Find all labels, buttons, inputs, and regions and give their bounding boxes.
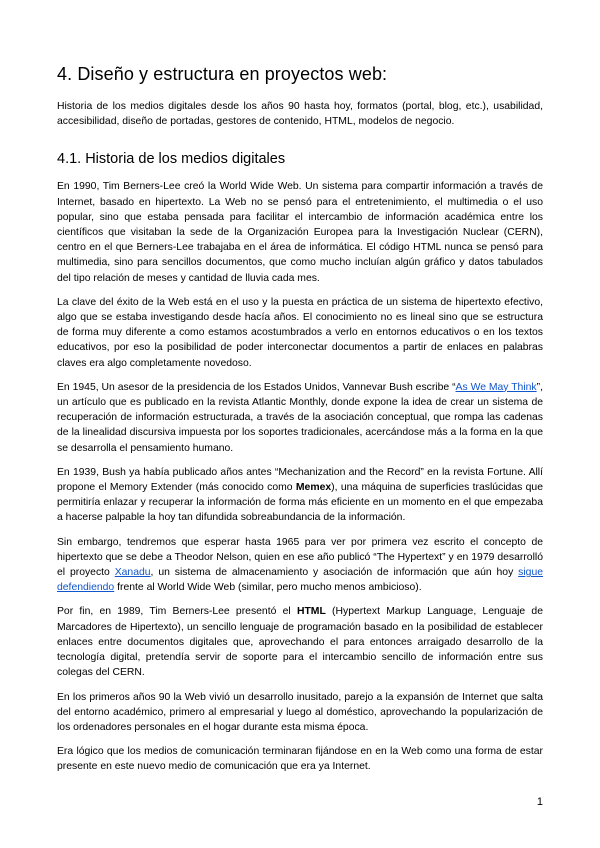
section-heading: 4.1. Historia de los medios digitales — [57, 151, 286, 168]
paragraph-4 — [57, 465, 543, 526]
paragraph-2: La clave del éxito de la Web está en el uso y la puesta en práctica de un sistema de hipertexto efectivo, algo que se estaba investigando desde hacía años. El conocimiento no es lineal sino que se estructura de forma muy diferente a como estamos acostumbrados a verlo en entornos educativos o en los textos educativos, por eso la posibilidad de poder interconectar documentos a partir de enlaces en palabras claves era algo completamente novedoso. — [57, 296, 543, 369]
page-number: 1 — [536, 796, 543, 808]
paragraph-6-text-after: (Hypertext Markup Language, Lenguaje de Marcadores de Hipertexto), un sencillo lenguaje de programación basado en la posibilidad de establecer enlaces entre documentos digitales que, aprovechando el para entonces arraigado desarrollo de la tecnología digital, pretendía servir de soporte para el intercambio sencillo de información entre sus colegas del CERN. — [57, 606, 543, 679]
html-term: HTML — [296, 606, 326, 618]
paragraph-3-text-before: En 1945, Un asesor de la presidencia de los Estados Unidos, Vannevar Bush escribe “ — [57, 381, 456, 393]
paragraph-3 — [57, 380, 543, 456]
paragraph-5 — [57, 535, 543, 596]
as-we-may-think-link[interactable]: As We May Think — [455, 381, 537, 393]
chapter-heading: 4. Diseño y estructura en proyectos web: — [57, 64, 388, 84]
paragraph-5-text-before: Sin embargo, tendremos que esperar hasta 1965 para ver por primera vez escrito el concepto de hipertexto que se debe a Theodor Nelson, quien en ese año publicó “The Hypertext” y en 1979 desarrolló el proyecto — [57, 536, 543, 579]
paragraph-8: Era lógico que los medios de comunicación terminaran fijándose en en la Web como una forma de estar presente en este nuevo medio de comunicación que era ya Internet. — [57, 746, 543, 773]
paragraph-6-text-before: Por fin, en 1989, Tim Berners-Lee presentó el — [57, 606, 297, 618]
chapter-summary: Historia de los medios digitales desde los años 90 hasta hoy, formatos (portal, blog, etc.), usabilidad, accesibilidad, diseño de portadas, gestores de contenido, HTML, modelos de negocio. — [57, 101, 543, 128]
xanadu-link[interactable]: Xanadu — [114, 567, 151, 579]
paragraph-5-text-after: frente al World Wide Web (similar, pero mucho menos ambicioso). — [114, 582, 422, 594]
sigue-defendiendo-link[interactable]: sigue defendiendo — [57, 567, 544, 594]
paragraph-4-text-before: En 1939, Bush ya había publicado años antes “Mechanization and the Record” en la revista Fortune. Allí propone el Memory Extender (más conocido como — [57, 466, 543, 494]
paragraph-6 — [57, 604, 543, 680]
paragraph-4-text-after: ), una máquina de superficies traslúcidas que permitiría enlazar y recuperar la información de forma más eficiente en un momento en el que empezaba a hacerse palpable la hoy tan difundida sobreabundancia de la información. — [57, 482, 543, 524]
page-content — [57, 64, 543, 784]
paragraph-1: En 1990, Tim Berners-Lee creó la World Wide Web. Un sistema para compartir información a través de Internet, basado en hipertexto. La Web no se pensó para el entretenimiento, el multimedia o el uso popular, sino que estaba pensada para facilitar el intercambio de información académica entre los científicos que visitaban la sede de la Organización Europea para la Investigación Nuclear (CERN), centro en el que Berners-Lee trabajaba en el área de informática. El código HTML nunca se pensó para multimedia, sino para sencillos documentos, que como mucho incluían algún gráfico y datos tabulados del tipo relación de meses y cantidad de lluvia cada mes. — [57, 181, 543, 284]
paragraph-5-text-middle: , un sistema de almacenamiento y asociación de información que aún hoy — [150, 567, 519, 579]
paragraph-7: En los primeros años 90 la Web vivió un desarrollo inusitado, parejo a la expansión de Internet que salta del entorno académico, primero al empresarial y luego al doméstico, aprovechando la popularización de los ordenadores personales en el hogar durante esta misma época. — [57, 691, 543, 733]
memex-term: Memex — [295, 482, 332, 494]
paragraph-3-text-after: ”, un artículo que es publicado en la revista Atlantic Monthly, donde expone la idea de crear un sistema de recuperación de información estructurada, a través de la asociación conceptual, que rompa las cadenas de la linealidad discursiva impuesta por los soportes tradicionales, acercándose más a la forma en la que se desarrolla el pensamiento humano. — [57, 381, 543, 454]
